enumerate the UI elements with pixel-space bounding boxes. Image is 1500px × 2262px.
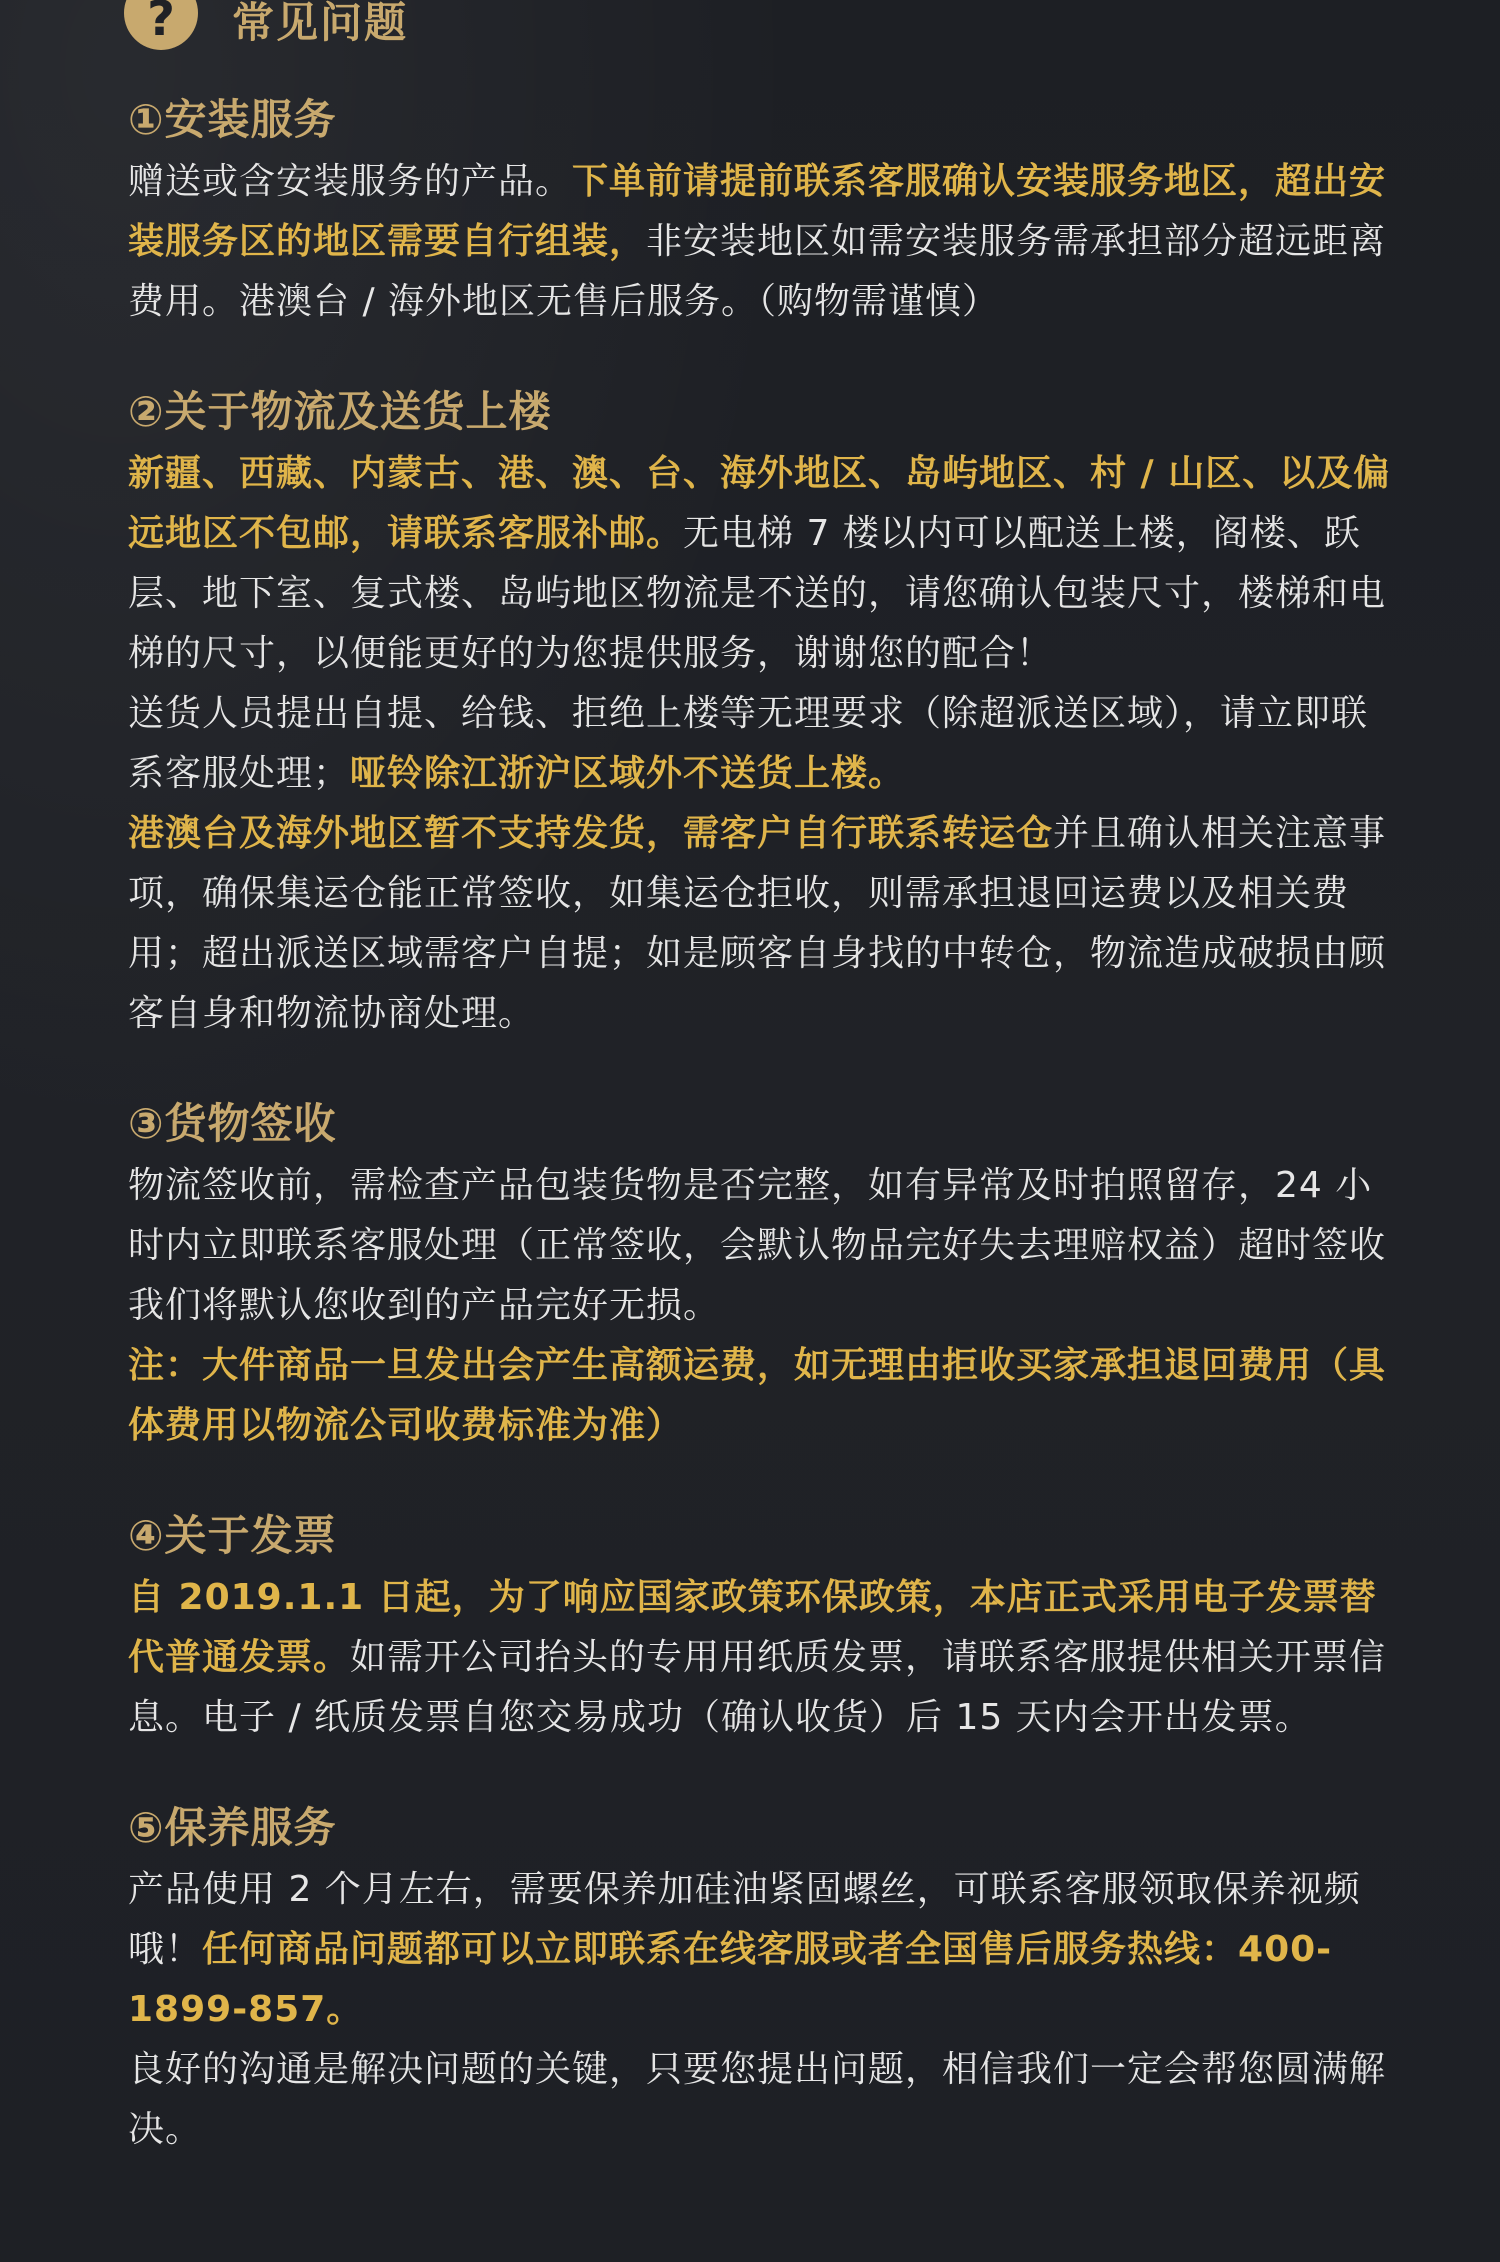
body-text: 赠送或含安装服务的产品。 <box>128 161 573 202</box>
section-paragraph <box>128 1860 1398 2040</box>
highlight-text: 下单前请提前联系客服确认安装服务地区，超出安装服务区的地区需要自行组装， <box>128 161 1387 262</box>
highlight-text: 新疆、西藏、内蒙古、港、澳、台、海外地区、岛屿地区、村 / 山区、以及偏远地区不包邮，请联系客服补邮。 <box>128 453 1391 554</box>
section-title: ①安装服务 <box>128 95 337 144</box>
highlight-text: 哑铃除江浙沪区域外不送货上楼。 <box>350 753 906 794</box>
faq-content <box>128 88 1398 2208</box>
section-title: ②关于物流及送货上楼 <box>128 387 552 436</box>
section-logistics <box>128 380 1398 1044</box>
highlight-text: 注：大件商品一旦发出会产生高额运费，如无理由拒收买家承担退回费用（具体费用以物流公司收费标准为准） <box>128 1345 1387 1446</box>
highlight-text: 港澳台及海外地区暂不支持发货，需客户自行联系转运仓 <box>128 813 1054 854</box>
body-text: 非安装地区如需安装服务需承担部分超远距离费用。港澳台 / 海外地区无售后服务。（购物需谨慎） <box>128 221 1387 322</box>
section-invoice <box>128 1504 1398 1748</box>
section-title: ⑤保养服务 <box>128 1803 337 1852</box>
section-paragraph <box>128 1568 1398 1748</box>
section-paragraph <box>128 804 1398 1044</box>
section-paragraph <box>128 1336 1398 1456</box>
section-maintenance <box>128 1796 1398 2160</box>
section-paragraph <box>128 1156 1398 1336</box>
body-text: 送货人员提出自提、给钱、拒绝上楼等无理要求（除超派送区域），请立即联系客服处理； <box>128 693 1369 794</box>
section-receipt <box>128 1092 1398 1456</box>
section-paragraph <box>128 152 1398 332</box>
page-title: 常见问题 <box>232 0 409 47</box>
question-icon-glyph: ? <box>147 0 175 47</box>
section-title: ③货物签收 <box>128 1099 337 1148</box>
section-paragraph <box>128 684 1398 804</box>
section-title: ④关于发票 <box>128 1511 337 1560</box>
section-paragraph <box>128 2040 1398 2160</box>
question-icon <box>124 0 198 50</box>
section-paragraph <box>128 444 1398 684</box>
body-text: 物流签收前，需检查产品包装货物是否完整，如有异常及时拍照留存，24 小时内立即联系客服处理（正常签收，会默认物品完好失去理赔权益）超时签收我们将默认您收到的产品完好无损。 <box>128 1165 1387 1326</box>
body-text: 良好的沟通是解决问题的关键，只要您提出问题，相信我们一定会帮您圆满解决。 <box>128 2049 1387 2150</box>
faq-header <box>0 0 1500 60</box>
highlight-text: 自 2019.1.1 日起，为了响应国家政策环保政策，本店正式采用电子发票替代普通发票。 <box>128 1577 1377 1678</box>
section-installation <box>128 88 1398 332</box>
body-text: 无电梯 7 楼以内可以配送上楼，阁楼、跃层、地下室、复式楼、岛屿地区物流是不送的，请您确认包装尺寸，楼梯和电梯的尺寸，以便能更好的为您提供服务，谢谢您的配合！ <box>128 513 1387 674</box>
body-text: 产品使用 2 个月左右，需要保养加硅油紧固螺丝，可联系客服领取保养视频哦！ <box>128 1869 1361 1970</box>
body-text: 如需开公司抬头的专用用纸质发票，请联系客服提供相关开票信息。电子 / 纸质发票自您交易成功（确认收货）后 15 天内会开出发票。 <box>128 1637 1387 1738</box>
body-text: 并且确认相关注意事项，确保集运仓能正常签收，如集运仓拒收，则需承担退回运费以及相关费用；超出派送区域需客户自提；如是顾客自身找的中转仓，物流造成破损由顾客自身和物流协商处理。 <box>128 813 1387 1034</box>
highlight-text: 任何商品问题都可以立即联系在线客服或者全国售后服务热线：400-1899-857。 <box>128 1929 1333 2030</box>
